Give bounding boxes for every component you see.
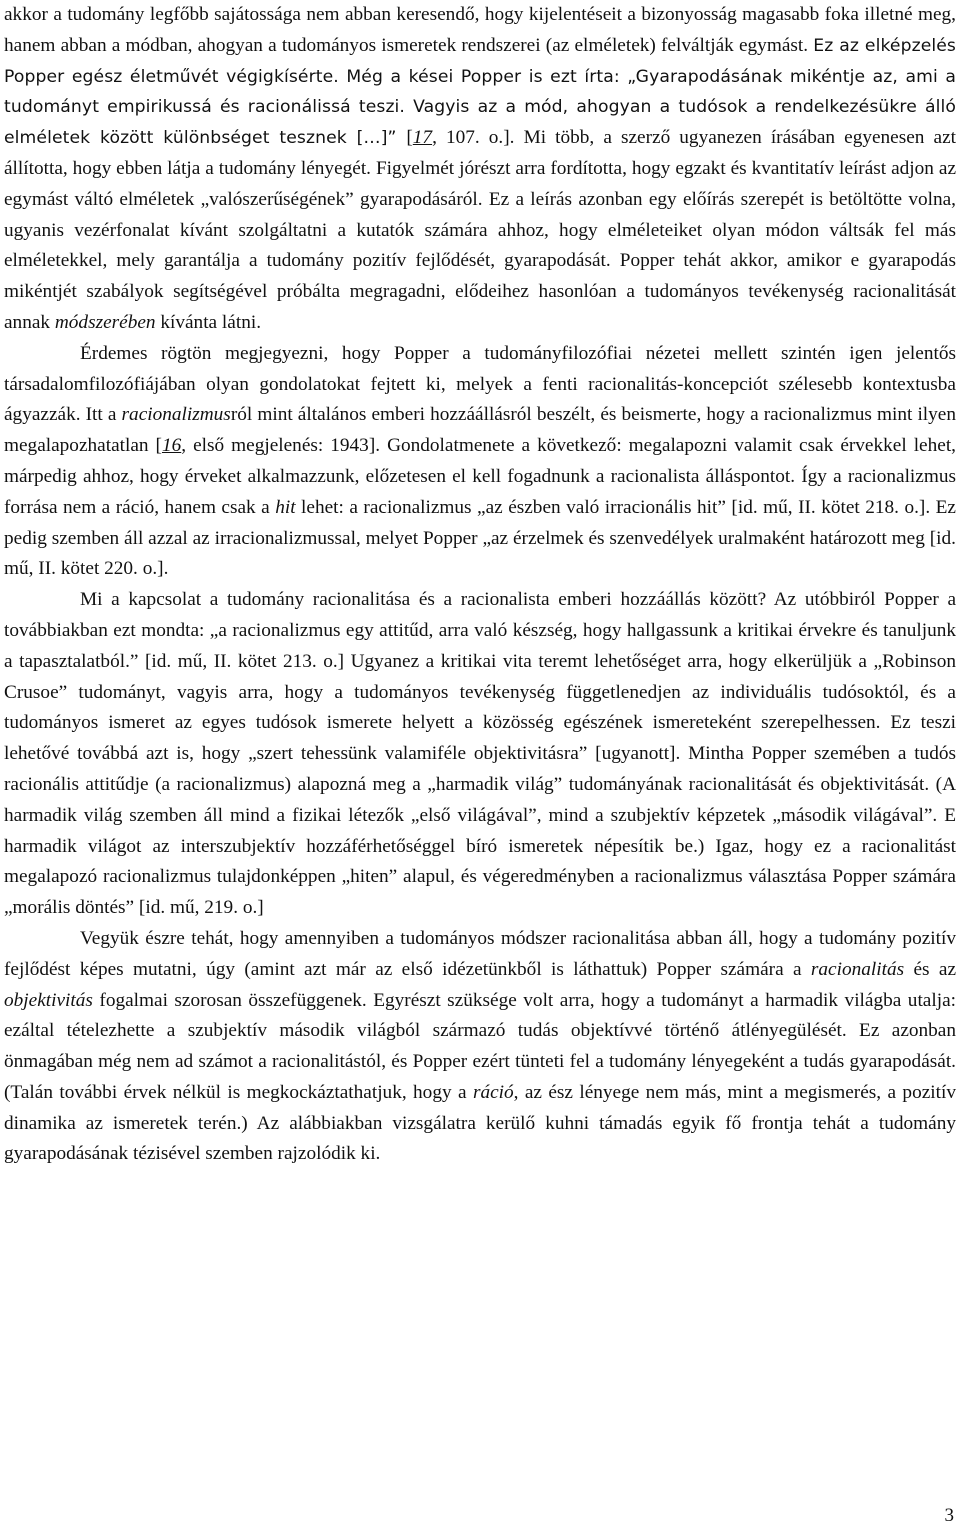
- citation-ref: 16: [161, 435, 182, 457]
- text-run: ról mint általános emberi hozzáállásról beszélt, és beismerte, hogy a racionalizmus mint ilyen megalapozhatatlan [: [4, 404, 956, 457]
- emphasis-text: módszerében: [54, 311, 156, 333]
- emphasis-text: racionalitás: [810, 958, 905, 980]
- text-run: fogalmai szorosan összefüggenek. Egyrészt szüksége volt arra, hogy a tudományt a harmadik világba utalja: ezáltal tételezhette a szubjektív második világból származó tudás objektívvé történő átlényegülését. Ez azonban önmagában még nem ad számot a racionalitástól, és Popper ezért tünteti fel a tudomány lényegeként a tudás gyarapodását. (Talán további érvek nélkül is megkockáztathatjuk, hogy a: [4, 989, 956, 1103]
- document-body: [4, 0, 956, 1170]
- emphasis-text: racionalizmus: [121, 404, 231, 426]
- text-run: , 107. o.]. Mi több, a szerző ugyanezen írásában egyenesen azt állította, hogy ebben látja a tudomány lényegét. Figyelmét jórészt arra fordította, hogy egzakt és kvantitatív leírást adjon az egymást váltó elméletek „valószerűségének” gyarapodásáról. Ez a leírás azonban egy előírás szerepét is betöltötte volna, ugyanis vezérfonalat kívánt szolgáltatni a kutatók számára ahhoz, hogy elméleteiket olyan módon váltsák fel más elméletekkel, mely garantálja a tudomány pozitív fejlődését, gyarapodását. Popper tehát akkor, amikor e gyarapodás mikéntjét szabályok segítségével próbálta megragadni, elődeihez hasonlóan a tudományos tevékenység racionalitását annak: [4, 127, 956, 333]
- text-run: Érdemes rögtön megjegyezni, hogy Popper a tudományfilozófiai nézetei mellett szintén igen jelentős társadalomfilozófiájában olyan gondolatokat fejtett ki, melyek a fenti racionalitás-koncepciót szélesebb kontextusba ágyazzák. Itt a: [4, 342, 956, 426]
- paragraph-1: [4, 0, 956, 339]
- paragraph-3: [4, 585, 956, 924]
- quote-text: Vagyis az a mód, ahogyan a tudósok a rendelkezésükre álló elméletek között különbséget tesznek […]”: [4, 97, 956, 149]
- text-run: , első megjelenés: 1943]. Gondolatmenete a következő: megalapozni valamit csak érvekkel lehet, márpedig ahhoz, hogy érveket alkalmazzunk, előzetesen el kell fogadnunk a racionalista álláspontot. Így a racionalizmus forrása nem a ráció, hanem csak a: [4, 435, 956, 518]
- text-run: lehet: a racionalizmus „az észben való irracionális hit” [id. mű, II. kötet 218. o.]. Ez pedig szemben áll azzal az irracionalizmussal, melyet Popper „az érzelmek és szenvedélyek uralmaként határozott meg [id. mű, II. kötet 220. o.].: [4, 496, 956, 580]
- text-run: és az: [904, 958, 956, 980]
- text-run: akkor a tudomány legfőbb sajátossága nem abban keresendő, hogy kijelentéseit a bizonyosság magasabb foka illetné meg, hanem abban a módban, ahogyan a tudományos ismeretek rendszerei (az elméletek) felváltják egymást.: [4, 4, 956, 56]
- text-run: Vegyük észre tehát, hogy amennyiben a tudományos módszer racionalitása abban áll, hogy a tudomány pozitív fejlődést képes mutatni, úgy (amint azt már az első idézetünkből is láthattuk) Popper számára a: [4, 927, 956, 980]
- text-run: [: [406, 127, 413, 149]
- emphasis-text: objektivitás: [4, 989, 93, 1011]
- emphasis-text: hit: [275, 496, 296, 518]
- page-number: 3: [944, 1505, 954, 1526]
- paragraph-4: [4, 924, 956, 1170]
- emphasis-text: ráció: [472, 1081, 514, 1103]
- citation-ref: 17: [412, 127, 433, 149]
- text-run: , az ész lényege nem más, mint a megismerés, a pozitív dinamika az ismeretek terén.) Az alábbiakban vizsgálatra kerülő kuhni támadás egyik fő frontja tehát a tudomány gyarapodásának tézisével szemben rajzolódik ki.: [4, 1081, 956, 1165]
- text-run: kívánta látni.: [155, 311, 262, 333]
- quote-text: Ez az elképzelés Popper egész életművét végigkísérte. Még a kései Popper is ezt írta: „Gyarapodásának mikéntje az, ami a tudományt empirikussá és racionálissá teszi.: [4, 35, 956, 118]
- paragraph-2: [4, 339, 956, 585]
- text-run: Mi a kapcsolat a tudomány racionalitása és a racionalista emberi hozzáállás között? Az utóbbiról Popper a továbbiakban ezt mondta: „a racionalizmus egy attitűd, arra való készség, hogy hallgassunk a kritikai érvekre és tanuljunk a tapasztalatból.” [id. mű, II. kötet 213. o.] Ugyanez a kritikai vita teremt lehetőséget arra, hogy elkerüljük a „Robinson Crusoe” tudományt, vagyis arra, hogy a tudományos tevékenység függetlenedjen az individuális tudósoktól, és a tudományos ismeret az egyes tudósok ismerete helyett a közösség egészének ismereteként szerepelhessen. Ez teszi lehetővé továbbá azt is, hogy „szert tehessünk valamiféle objektivitásra” [ugyanott]. Mintha Popper szemében a tudós racionális attitűdje (a racionalizmus) alapozná meg a „harmadik világ” tudományának racionalitását és objektivitását. (A harmadik világ szemben áll mind a fizikai létezők „első világával”, mind a szubjektív képzetek „második világával”. E harmadik világot az interszubjektív hozzáférhetőséggel bíró ismeretek népesítik be.) Igaz, hogy ez a racionalitást megalapozó racionalizmus tulajdonképpen „hiten” alapul, és végeredményben a racionalizmus választása Popper számára „morális döntés” [id. mű, 219. o.]: [4, 589, 956, 919]
